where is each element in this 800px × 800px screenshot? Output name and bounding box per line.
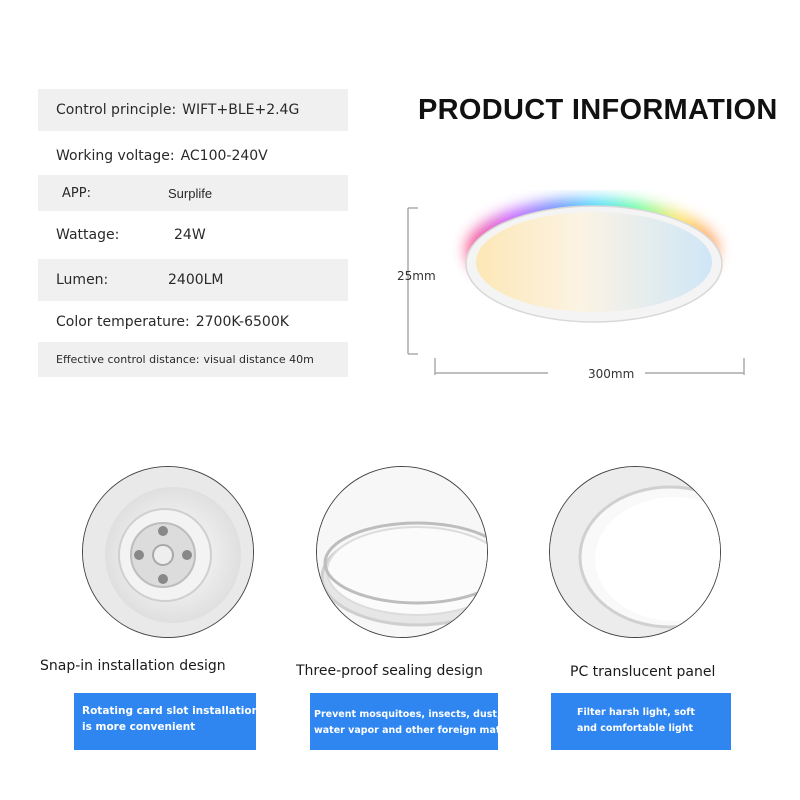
spec-value: AC100-240V (180, 148, 268, 164)
spec-value: 24W (174, 227, 206, 243)
spec-label: Control principle: (56, 102, 177, 118)
spec-row-app (38, 175, 348, 211)
spec-row-voltage (38, 135, 348, 177)
spec-value: visual distance 40m (203, 353, 314, 366)
feature-desc-line: Filter harsh light, soft (577, 707, 695, 718)
spec-label: Wattage: (56, 227, 120, 243)
spec-row-wattage (38, 214, 348, 256)
spec-label: Working voltage: (56, 148, 175, 164)
product-image (390, 190, 760, 390)
snap-in-detail-image (82, 466, 254, 638)
panel-detail-image (549, 466, 721, 638)
feature-desc-line: water vapor and other foreign matter (314, 725, 517, 736)
spec-row-color-temp (38, 301, 348, 343)
feature-title-panel: PC translucent panel (570, 664, 716, 680)
spec-row-control (38, 89, 348, 131)
spec-label: Effective control distance: (56, 353, 200, 366)
feature-title-snap-in: Snap-in installation design (40, 658, 226, 674)
spec-label: APP: (62, 185, 91, 201)
feature-desc-line: and comfortable light (577, 723, 694, 734)
lamp-panel (476, 212, 712, 312)
page-title: PRODUCT INFORMATION (418, 94, 778, 126)
feature-desc-panel (551, 693, 731, 750)
spec-row-distance (38, 342, 348, 377)
spec-value: 2400LM (168, 272, 224, 288)
spec-value: Surplife (168, 185, 213, 201)
spec-value: 2700K-6500K (195, 314, 289, 330)
feature-desc-line: Prevent mosquitoes, insects, dust, (314, 709, 501, 720)
spec-row-lumen (38, 259, 348, 301)
width-dimension-label: 300mm (588, 367, 635, 381)
sealing-detail-image (316, 466, 488, 638)
feature-desc-sealing (310, 693, 517, 750)
feature-desc-snap-in (74, 693, 260, 750)
feature-desc-line: Rotating card slot installation (82, 705, 260, 717)
feature-title-sealing: Three-proof sealing design (296, 663, 483, 679)
spec-label: Lumen: (56, 272, 109, 288)
feature-desc-line: is more convenient (82, 721, 196, 733)
spec-label: Color temperature: (56, 314, 190, 330)
spec-value: WIFT+BLE+2.4G (182, 102, 300, 118)
height-dimension-label: 25mm (397, 269, 436, 283)
